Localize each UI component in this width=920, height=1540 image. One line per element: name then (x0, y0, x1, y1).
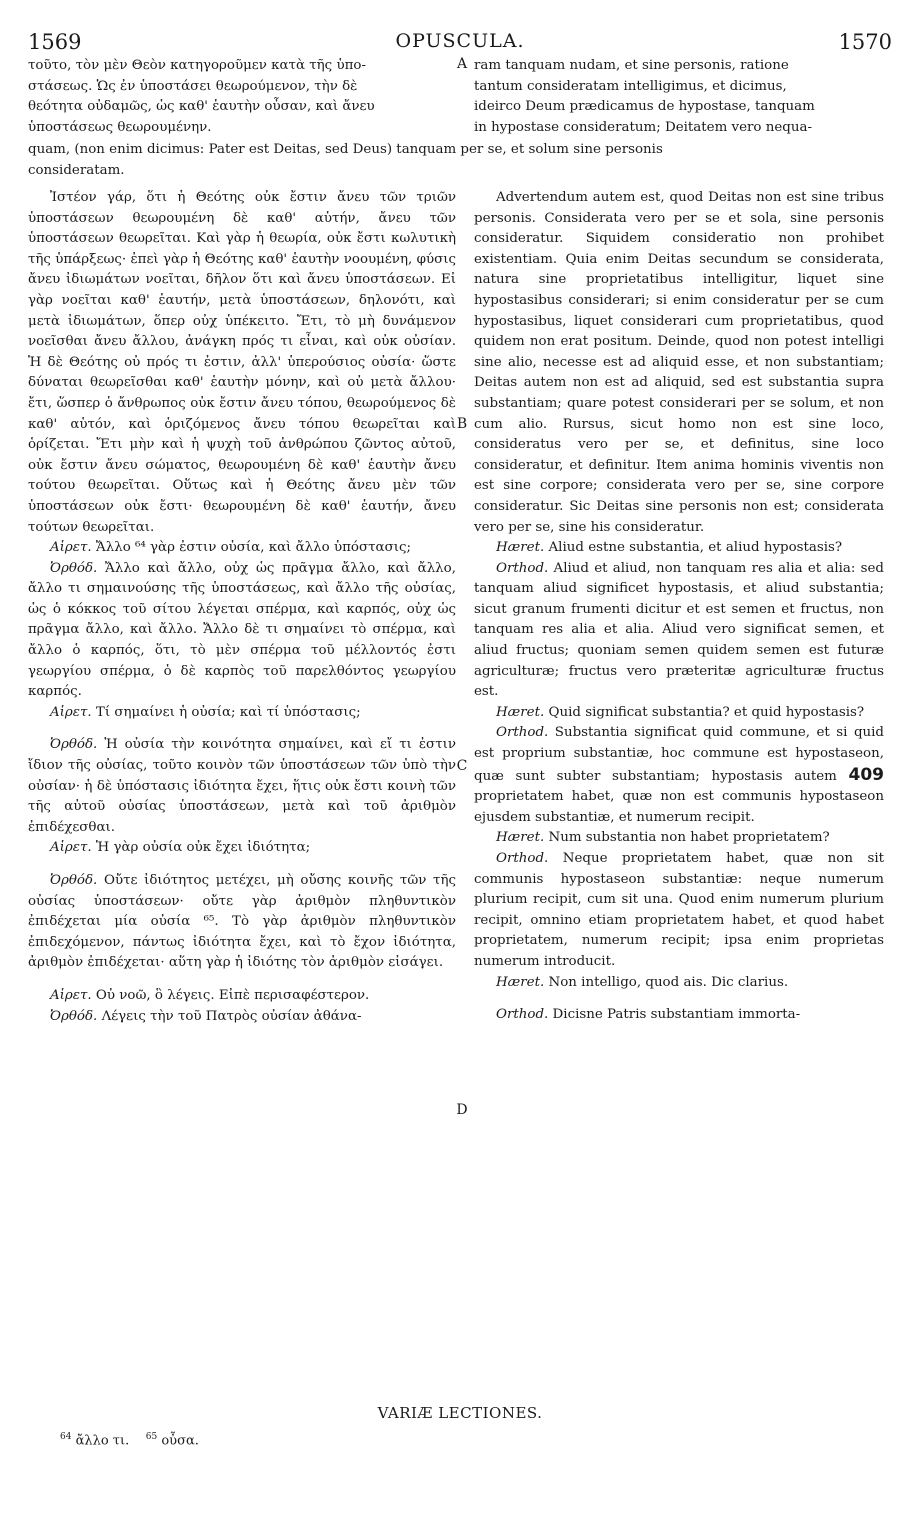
speaker-label: Ὀρθόδ. (50, 1008, 98, 1024)
greek-line: ὑποστάσεως θεωρουμένην. (28, 119, 212, 135)
latin-paragraph: Orthod. Dicisne Patris substantiam immorta- (496, 1007, 801, 1023)
page-number-left: 1569 (28, 30, 82, 54)
footnote-number: 64 (60, 1432, 72, 1442)
latin-paragraph: Hæret. Num substantia non habet proprietatem? (496, 830, 830, 846)
greek-column-top (28, 56, 456, 138)
margin-marker-b: B (456, 416, 468, 432)
greek-paragraph: Ὀρθόδ. Ἄλλο καὶ ἄλλο, οὐχ ὡς πρᾶγμα ἄλλο, καὶ ἄλλο, ἄλλο τι σημαινούσης τῆς ὑποστάσεως, καὶ ἄλλο τῆς οὐσίας, ὡς ὁ κόκκος τοῦ σίτου λέγεται σπέρμα, καὶ καρπός, οὐχ ὡς πρᾶγμα ἄλλο, καὶ ἄλλο. Ἄλλο δὲ τι σημαίνει τὸ σπέρμα, καὶ ἄλλο ὁ καρπός, ὅτι, τὸ μὲν σπέρμα τοῦ μέλλοντός ἐστι γεωργίου σπέρμα, ὁ δὲ καρπὸς τοῦ παρελθόντος γεωργίου καρπός. (28, 560, 456, 700)
speaker-label: Αἱρετ. (50, 987, 92, 1003)
greek-paragraph: Αἱρετ. Ἄλλο ⁶⁴ γὰρ ἐστιν οὐσία, καὶ ἄλλο ὑπόστασις; (50, 540, 411, 556)
margin-marker-a: A (456, 56, 468, 72)
full-line: quam, (non enim dicimus: Pater est Deitas, sed Deus) tanquam per se, et solum sine personis (28, 142, 663, 157)
greek-paragraph: Αἱρετ. Τί σημαίνει ἡ οὐσία; καὶ τί ὑπόστασις; (50, 704, 361, 720)
greek-paragraph: Ὀρθόδ. Λέγεις τὴν τοῦ Πατρὸς οὐσίαν ἀθάνα- (50, 1008, 362, 1024)
greek-paragraph: Ὀρθόδ. Ἡ οὐσία τὴν κοινότητα σημαίνει, καὶ εἴ τι ἐστιν ἴδιον τῆς οὐσίας, τοῦτο κοινὸν τῶν ὑποστάσεων τῶν ὑπὸ τὴν οὐσίαν· ἡ δὲ ὑπόστασις ἰδιότητα ἔχει, ἥτις οὐκ ἔστι κοινὴ τῶν τῆς αὐτοῦ οὐσίας ὑποστάσεων, μετὰ καὶ τοῦ ἀριθμὸν ἐπιδέχεσθαι. (28, 737, 456, 835)
speaker-label: Hæret. (496, 830, 545, 846)
latin-paragraph: Orthod. Substantia significat quid commune, et si quid est proprium substantiæ, hoc commune est hypostaseon, quæ sunt subter substantiam; hypostasis autem 409 proprietatem habet, quæ non est communis hypostaseon ejusdem substantiæ, et numerum recipit. (474, 725, 884, 825)
footnote-number: 65 (145, 1432, 158, 1442)
greek-line: τοῦτο, τὸν μὲν Θεὸν κατηγοροῦμεν κατὰ τῆς ὑπο- (28, 58, 366, 73)
footnote-text: ἄλλο τι. (75, 1433, 130, 1449)
greek-column (28, 188, 456, 1027)
speaker-label: Hæret. (496, 704, 545, 720)
speaker-label: Ὀρθόδ. (50, 560, 98, 576)
margin-marker-d: D (456, 1102, 468, 1118)
speaker-label: Hæret. (496, 974, 545, 990)
footnote-text: οὖσα. (161, 1433, 199, 1449)
latin-column (474, 188, 884, 1026)
latin-line: ideirco Deum prædicamus de hypostase, tanquam (474, 99, 815, 115)
margin-marker-c: C (456, 758, 468, 774)
greek-paragraph: Ἰστέον γάρ, ὅτι ἡ Θεότης οὐκ ἔστιν ἄνευ τῶν τριῶν ὑποστάσεων θεωρουμένη δὲ καθ' αὑτήν, ἄνευ τῶν ὑποστάσεων θεωρεῖται. Καὶ γὰρ ἡ θεωρία, οὐκ ἔστι κωλυτικὴ τῆς ὑπάρξεως· ἐπεὶ γὰρ ἡ Θεότης καθ' ἑαυτὴν νοουμένη, φύσις ἄνευ ἰδιωμάτων νοεῖται, δῆλον ὅτι καὶ ἄνευ ὑποστάσεων. Εἰ γὰρ νοεῖται καθ' ἑαυτήν, μετὰ ὑποστάσεων, δηλονότι, καὶ μετὰ ἰδιωμάτων, ὅπερ οὐχ ὑπέκειτο. Ἔτι, τὸ μὴ δυνάμενον νοεῖσθαι ἄνευ ἄλλου, ἀνάγκη πρός τι εἶναι, καὶ οὐκ οὐσίαν. Ἡ δὲ Θεότης οὐ πρός τι ἐστιν, ἀλλ' ὑπερούσιος οὐσία· ὥστε δύναται θεωρεῖσθαι καθ' ἑαυτὴν μόνην, καὶ οὐ μετὰ ἄλλου· ἔτι, ὥσπερ ὁ ἄνθρωπος οὐκ ἔστιν ἄνευ τόπου, θεωρούμενος δὲ καθ' αὑτόν, καὶ ὁριζόμενος ἄνευ τόπου θεωρεῖται καὶ ὁρίζεται. Ἔτι μὴν καὶ ἡ ψυχὴ τοῦ ἀνθρώπου ζῶντος αὐτοῦ, οὐκ ἔστιν ἄνευ σώματος, θεωρουμένη δὲ καθ' ἑαυτὴν ἄνευ τούτου θεωρεῖται. Οὕτως καὶ ἡ Θεότης ἄνευ μὲν τῶν ὑποστάσεων οὐκ ἔστι· θεωρουμένη δὲ καθ' ἑαυτήν, ἄνευ τούτων θεωρεῖται. (28, 190, 456, 535)
page-header (28, 30, 892, 56)
speaker-label: Ὀρθόδ. (50, 737, 98, 753)
speaker-label: Orthod. (496, 725, 549, 741)
latin-line: ram tanquam nudam, et sine personis, ratione (474, 58, 789, 73)
greek-line: στάσεως. Ὡς ἐν ὑποστάσει θεωρούμενον, τὴν δὲ (28, 78, 358, 94)
speaker-label: Ὀρθόδ. (50, 873, 98, 888)
running-title: OPUSCULA. (395, 30, 525, 52)
latin-paragraph: Orthod. Aliud et aliud, non tanquam res alia et alia: sed tanquam aliud significet hypostasis, et aliud substantia; sicut granum frumenti dicitur et est semen et fructus, non tanquam res alia et alia. Aliud vero significat semen, et aliud fructus; quoniam semen quidem semen est futuræ agriculturæ; fructus vero præteritæ agriculturæ fructus est. (474, 560, 885, 700)
speaker-label: Orthod. (496, 1007, 549, 1023)
latin-line: in hypostase consideratum; Deitatem vero nequa- (474, 119, 812, 135)
speaker-label: Orthod. (496, 851, 549, 866)
greek-paragraph: Ὀρθόδ. Οὔτε ἰδιότητος μετέχει, μὴ οὔσης κοινῆς τῶν τῆς οὐσίας ὑποστάσεων· οὔτε γὰρ ἀριθμὸν πληθυντικὸν ἐπιδέχεται μία οὐσία ⁶⁵. Τὸ γὰρ ἀριθμὸν πληθυντικὸν ἐπιδεχόμενον, πάντως ἰδιότητα ἔχει, καὶ τὸ ἔχον ἰδιότητα, ἀριθμὸν ἐπιδέχεται· αὕτη γὰρ ἡ ἰδιότης τὸν ἀριθμὸν εἰσάγει. (28, 873, 456, 971)
page-number-right: 1570 (838, 30, 892, 54)
marginal-page-number: 409 (848, 764, 884, 785)
greek-paragraph: Αἱρετ. Οὐ νοῶ, ὃ λέγεις. Εἰπὲ περισαφέστερον. (50, 987, 370, 1003)
latin-paragraph: Advertendum autem est, quod Deitas non est sine tribus personis. Considerata vero per se et sola, sine personis consideratur. Siquidem consideratio non prohibet existentiam. Quia enim Deitas secundum se considerata, natura sine proprietatibus intelligitur, liquet sine hypostasibus considerari; si enim consideratur per se cum hypostasibus, liquet considerari cum proprietatibus, quod quidem non erat positum. Deinde, quod non potest intelligi sine alio, necesse est ad aliquid esse, et non substantiam; Deitas autem non est ad aliquid, sed est substantia supra substantiam; quare potest considerari per se solum, et non cum alio. Rursus, sicut homo non est sine loco, consideratus vero per se, et definitus, sine loco consideratur, et definitur. Item anima hominis viventis non est sine corpore; considerata vero per se, sine corpore consideratur. Sic Deitas sine personis non est; considerata vero per se, sine his consideratur. (474, 190, 884, 535)
latin-paragraph: Hæret. Quid significat substantia? et quid hypostasis? (496, 704, 865, 720)
greek-paragraph: Αἱρετ. Ἡ γὰρ οὐσία οὐκ ἔχει ἰδιότητα; (50, 840, 311, 856)
latin-column-top (474, 56, 884, 138)
latin-paragraph: Orthod. Neque proprietatem habet, quæ non sit communis hypostaseon substantiæ: neque numerum plurium recipit, cum sit una. Quod enim numerum plurium recipit, omnino etiam proprietatem habet, et quod habet proprietatem, numerum recipit; ipsa enim proprietas numerum introducit. (474, 851, 884, 969)
speaker-label: Αἱρετ. (50, 840, 92, 856)
footnotes (60, 1432, 199, 1448)
full-line: consideratam. (28, 162, 125, 178)
speaker-label: Hæret. (496, 540, 545, 556)
speaker-label: Αἱρετ. (50, 540, 92, 556)
latin-line: tantum consideratam intelligimus, et dicimus, (474, 78, 787, 94)
speaker-label: Orthod. (496, 560, 549, 576)
latin-paragraph: Hæret. Non intelligo, quod ais. Dic clarius. (496, 974, 789, 990)
speaker-label: Αἱρετ. (50, 704, 92, 720)
variae-lectiones-heading: VARIÆ LECTIONES. (377, 1404, 543, 1422)
full-width-text (28, 140, 884, 181)
greek-line: θεότητα οὐδαμῶς, ὡς καθ' ἑαυτὴν οὖσαν, καὶ ἄνευ (28, 99, 375, 115)
latin-paragraph: Hæret. Aliud estne substantia, et aliud hypostasis? (496, 540, 843, 556)
